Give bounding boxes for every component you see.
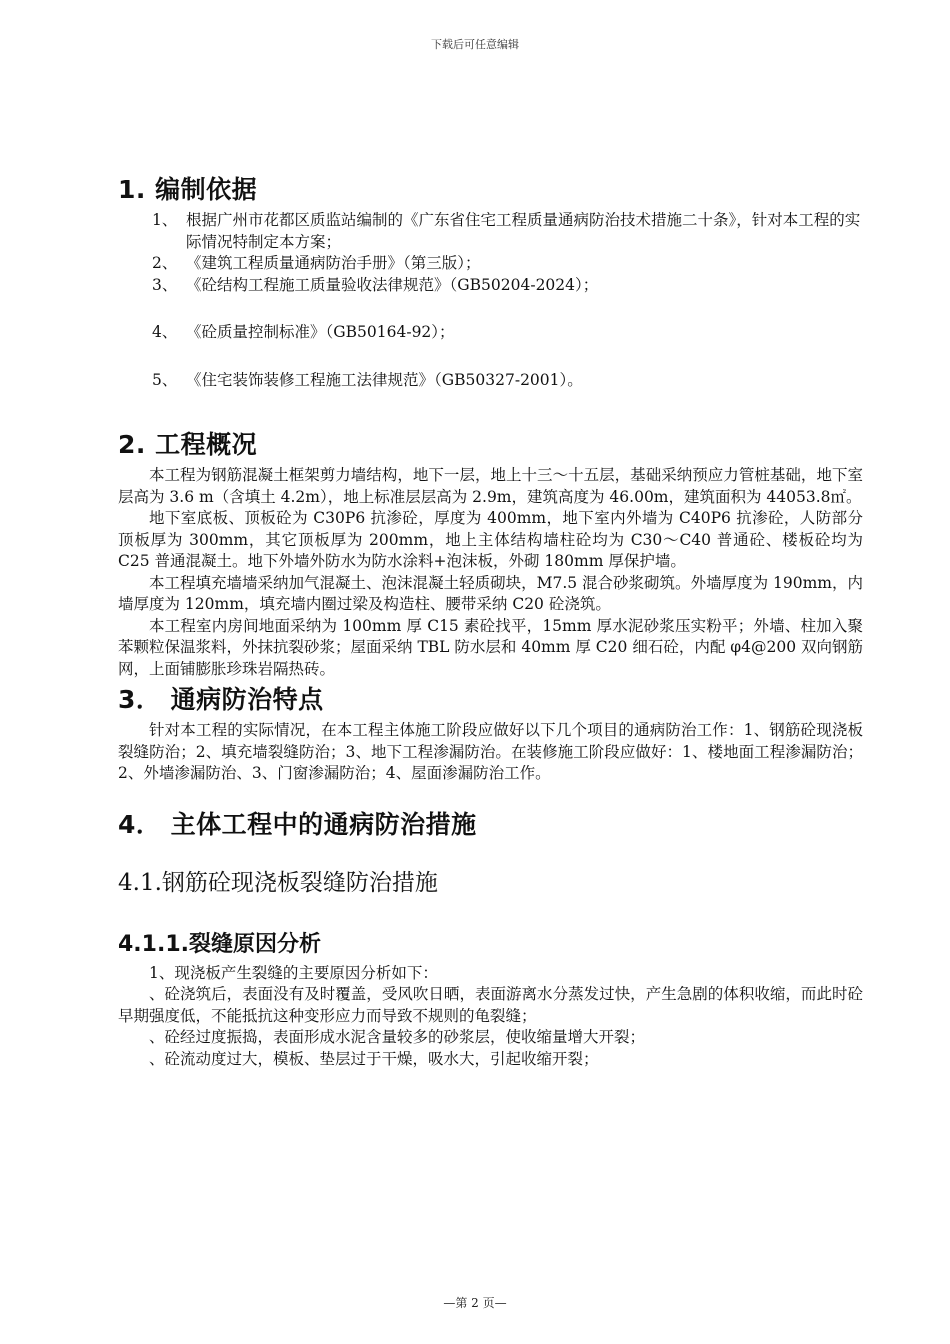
paragraph: 1、现浇板产生裂缝的主要原因分析如下： [149, 963, 438, 982]
paragraph: 、砼流动度过大，模板、垫层过于干燥，吸水大，引起收缩开裂； [149, 1049, 599, 1068]
list-item-text: 《砼结构工程施工质量验收法律规范》（GB50204-2024）； [186, 275, 599, 294]
list-item [118, 370, 863, 392]
list-item-number: 1、 [152, 211, 178, 229]
list-item-number: 4、 [152, 323, 178, 341]
paragraph: 、砼经过度振捣，表面形成水泥含量较多的砂浆层，使收缩量增大开裂； [149, 1028, 646, 1046]
list-item [118, 322, 863, 344]
list-item [118, 253, 863, 275]
paragraph: 地下室底板、顶板砼为 C30P6 抗渗砼，厚度为 400mm，地下室内外墙为 C40P6 抗渗砼，人防部分顶板厚为 300mm，其它顶板厚为 200mm，地上主体结构墙柱砼均为 C30～C40 普通砼、楼板砼均为 C25 普通混凝土。地下外墙外防水为防水涂料+泡沫板，外砌 180mm 厚保护墙。 [118, 509, 863, 570]
list-item-text: 《住宅装饰装修工程施工法律规范》（GB50327-2001）。 [186, 370, 583, 389]
list-item [118, 275, 863, 297]
section-1-title: 1. 编制依据 [118, 175, 258, 204]
list-item-number: 3、 [152, 275, 178, 294]
subsection-4-1-title: 4.1.钢筋砼现浇板裂缝防治措施 [118, 869, 438, 896]
document-body [118, 170, 863, 1070]
section-2-title: 2. 工程概况 [118, 430, 258, 459]
paragraph: 本工程室内房间地面采纳为 100mm 厚 C15 素砼找平，15mm 厚水泥砂浆压实粉平；外墙、柱加入聚苯颗粒保温浆料，外抹抗裂砂浆；屋面采纳 TBL 防水层和 40mm 厚 C20 细石砼，内配 φ4@200 双向钢筋网，上面铺膨胀珍珠岩隔热砖。 [118, 616, 863, 678]
paragraph: 本工程为钢筋混凝土框架剪力墙结构，地下一层，地上十三～十五层，基础采纳预应力管桩基础，地下室层高为 3.6 m（含填土 4.2m），地上标准层层高为 2.9m，建筑高度为 46.00m，建筑面积为 44053.8㎡。 [118, 466, 863, 506]
subsection-4-1-1-title: 4.1.1.裂缝原因分析 [118, 931, 321, 957]
page-header: 下载后可任意编辑 [431, 38, 519, 51]
list-item-number: 5、 [152, 370, 178, 389]
paragraph: 、砼浇筑后，表面没有及时覆盖，受风吹日晒，表面游离水分蒸发过快，产生急剧的体积收缩，而此时砼早期强度低，不能抵抗这种变形应力而导致不规则的龟裂缝； [118, 985, 863, 1025]
section-4-title: 4． 主体工程中的通病防治措施 [118, 809, 477, 839]
list-item-number: 2、 [152, 254, 178, 272]
list-item-text: 《建筑工程质量通病防治手册》（第三版）； [186, 254, 481, 272]
list-item [118, 210, 863, 253]
paragraph: 针对本工程的实际情况，在本工程主体施工阶段应做好以下几个项目的通病防治工作：1、钢筋砼现浇板裂缝防治；2、填充墙裂缝防治；3、地下工程渗漏防治。在装修施工阶段应做好：1、楼地面工程渗漏防治；2、外墙渗漏防治、3、门窗渗漏防治；4、屋面渗漏防治工作。 [118, 721, 863, 782]
list-item-text: 《砼质量控制标准》（GB50164-92）； [186, 323, 455, 341]
section-3-title: 3． 通病防治特点 [118, 685, 324, 714]
page-footer: —第 2 页— [443, 1296, 507, 1310]
list-item-text: 根据广州市花都区质监站编制的《广东省住宅工程质量通病防治技术措施二十条》，针对本工程的实际情况特制定本方案； [186, 211, 861, 251]
paragraph: 本工程填充墙墙采纳加气混凝土、泡沫混凝土轻质砌块，M7.5 混合砂浆砌筑。外墙厚度为 190mm，内墙厚度为 120mm，填充墙内圈过梁及构造柱、腰带采纳 C20 砼浇筑。 [118, 573, 863, 613]
